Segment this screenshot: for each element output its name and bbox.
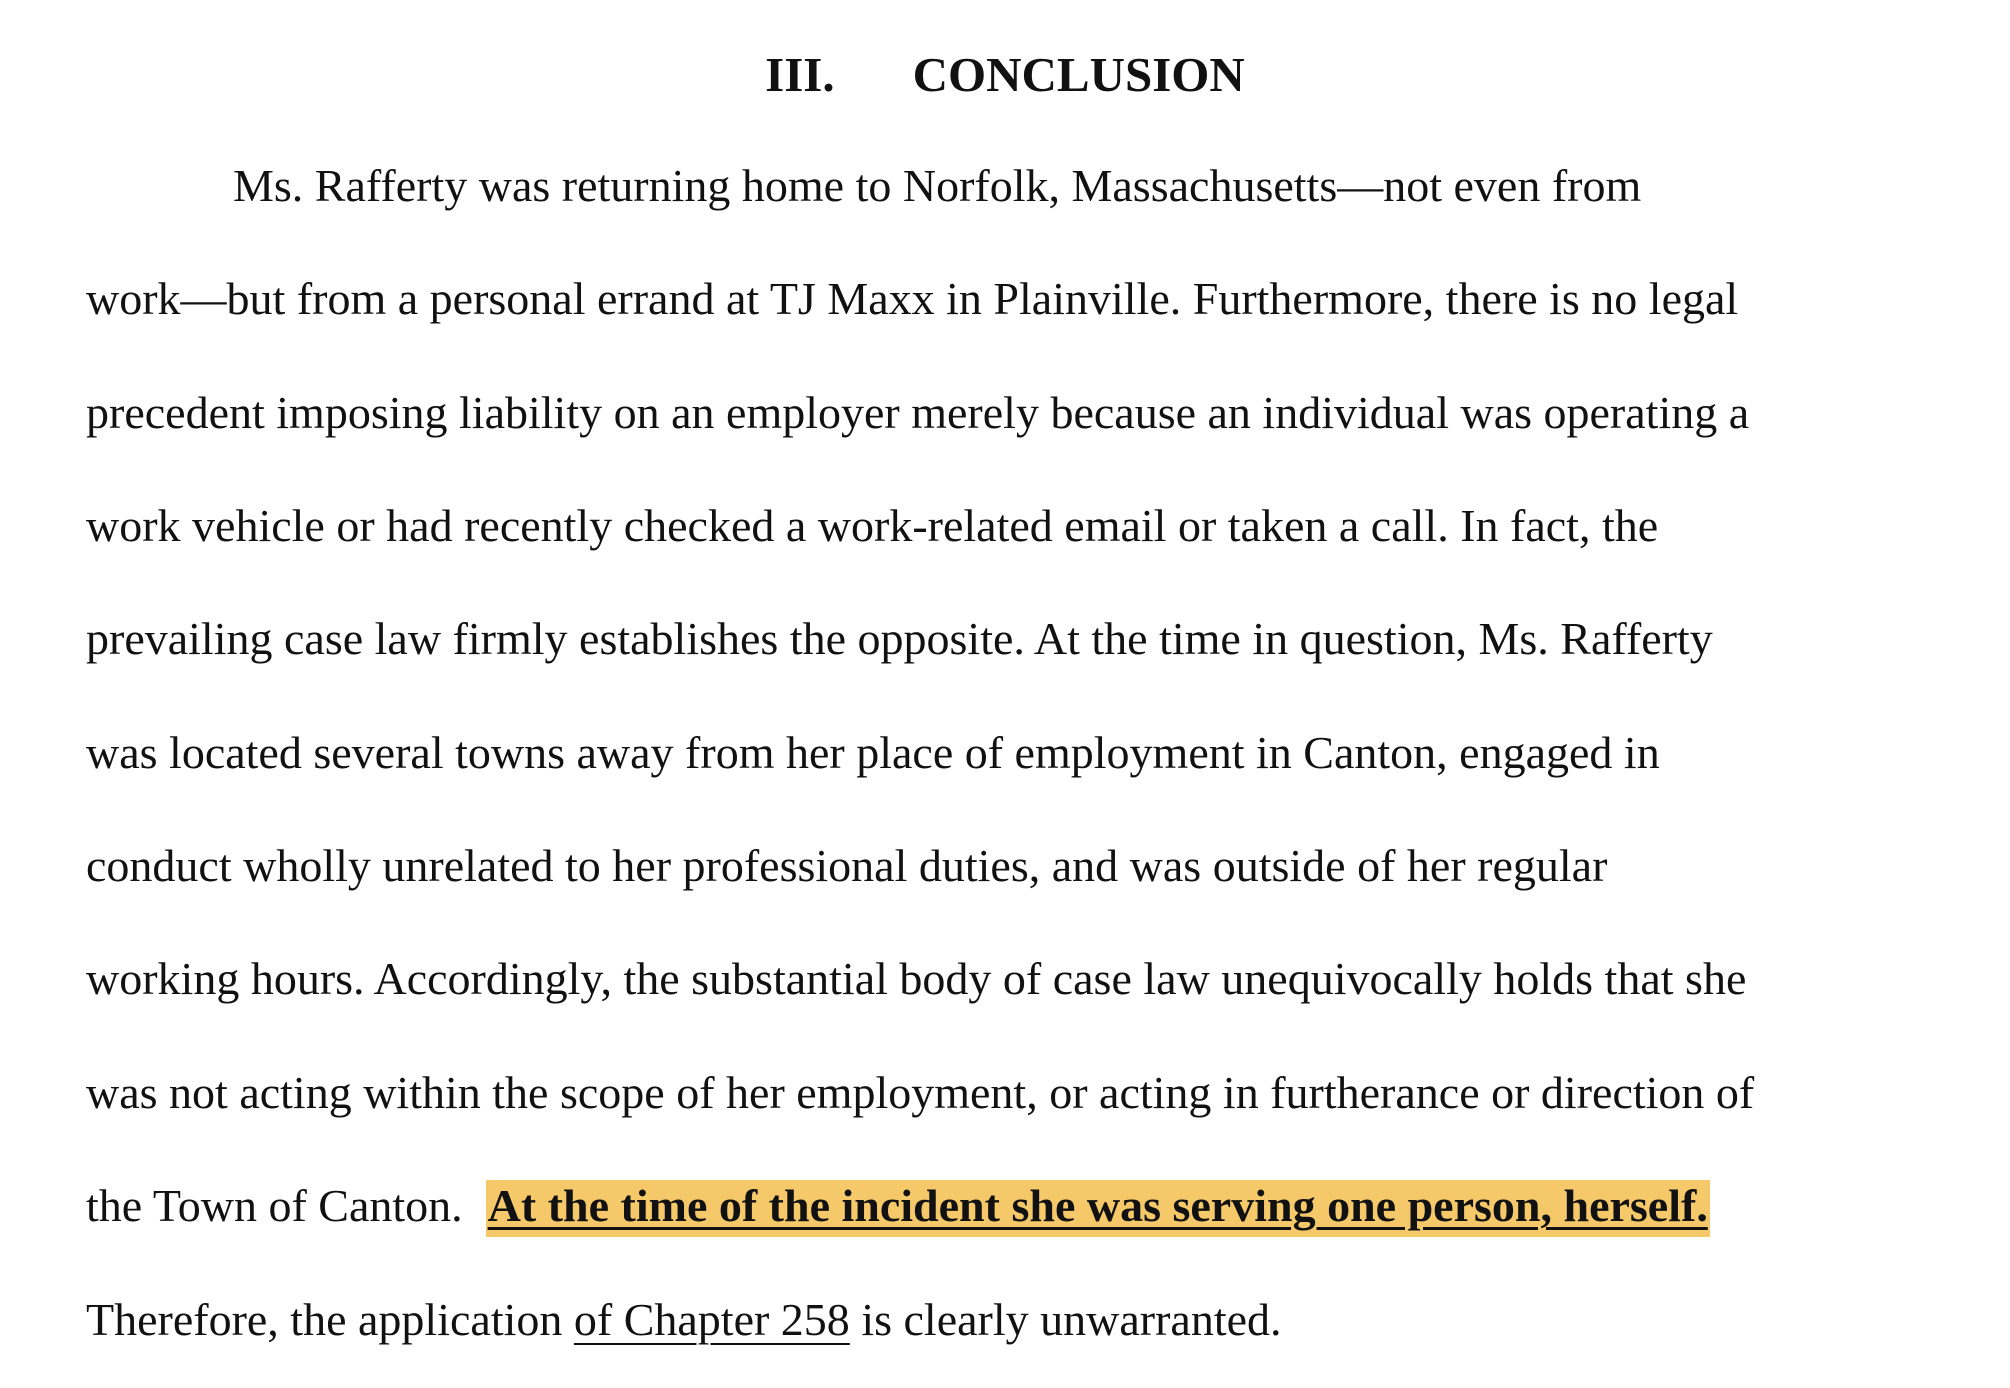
line-11-before: Therefore, the application — [86, 1294, 574, 1345]
paragraph-line-3: precedent imposing liability on an employer merely because an individual was operating a — [86, 387, 1750, 438]
paragraph-line-10 — [86, 1176, 1710, 1236]
line-10-text: the Town of Canton. — [86, 1180, 463, 1231]
paragraph-line-9: was not acting within the scope of her employment, or acting in furtherance or direction of — [86, 1067, 1755, 1118]
section-number: III. — [765, 47, 835, 102]
highlighted-sentence: At the time of the incident she was serving one person, herself. — [486, 1180, 1710, 1237]
paragraph-line-2: work—but from a personal errand at TJ Maxx in Plainville. Furthermore, there is no legal — [86, 273, 1739, 324]
paragraph-line-7: conduct wholly unrelated to her professional duties, and was outside of her regular — [86, 840, 1608, 891]
line-11-after: is clearly unwarranted. — [849, 1294, 1282, 1345]
paragraph-line-4: work vehicle or had recently checked a work-related email or taken a call. In fact, the — [86, 500, 1659, 551]
chapter-reference: of Chapter 258 — [573, 1294, 850, 1345]
paragraph-line-5: prevailing case law firmly establishes the opposite. At the time in question, Ms. Rafferty — [86, 613, 1713, 664]
paragraph-line-6: was located several towns away from her place of employment in Canton, engaged in — [86, 727, 1660, 778]
section-heading — [0, 42, 2010, 108]
section-title: CONCLUSION — [912, 47, 1245, 102]
paragraph-line-1: Ms. Rafferty was returning home to Norfolk, Massachusetts—not even from — [233, 160, 1642, 211]
paragraph-line-11 — [86, 1290, 1282, 1350]
paragraph-line-8: working hours. Accordingly, the substantial body of case law unequivocally holds that she — [86, 953, 1747, 1004]
